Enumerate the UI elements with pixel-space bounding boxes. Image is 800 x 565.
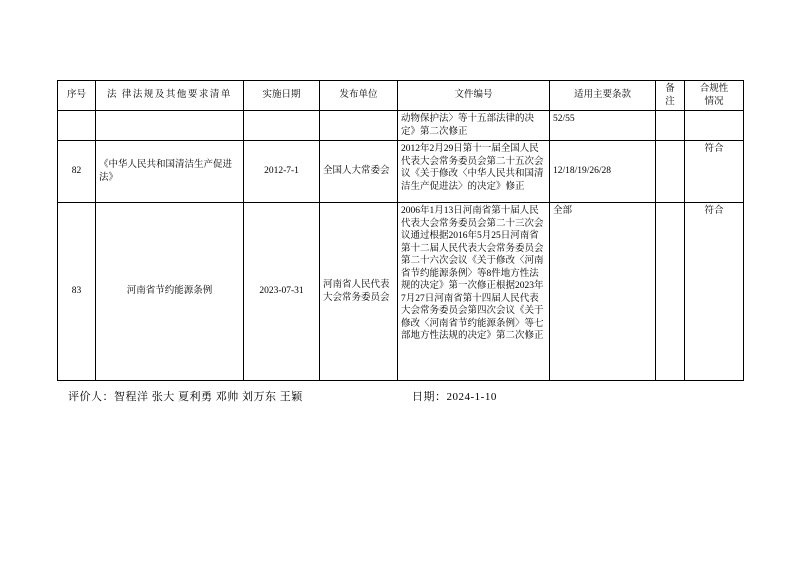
cell-compliance: 符合	[685, 141, 744, 203]
column-header-remark-line2: 注	[665, 96, 675, 107]
cell-name	[96, 111, 244, 141]
cell-unit: 全国人大常委会	[320, 141, 398, 203]
cell-compliance	[685, 111, 744, 141]
column-header-compliance-line2: 情况	[704, 96, 724, 107]
cell-remark	[656, 111, 685, 141]
column-header-date: 实施日期	[244, 81, 320, 111]
cell-clause: 全部	[550, 203, 656, 381]
cell-date: 2012-7-1	[244, 141, 320, 203]
cell-seq	[58, 111, 96, 141]
cell-docnumber: 2006年1月13日河南省第十届人民代表大会常务委员会第二十三次会议通过根据2016年5月25日河南省第十二届人民代表大会常务委员会第二十六次会议《关于修改〈河南省节约能源条例〉等8件地方性法规的决定》第一次修正根据2023年7月27日河南省第十四届人民代表大会常务委员会第四次会议《关于修改〈河南省节约能源条例〉等七部地方性法规的决定》第二次修正	[398, 203, 550, 381]
table-row	[58, 111, 744, 141]
column-header-seq: 序号	[58, 81, 96, 111]
cell-date	[244, 111, 320, 141]
cell-unit	[320, 111, 398, 141]
evaluator-label: 评价人：智程洋 张大 夏利勇 邓帅 刘万东 王颖	[68, 391, 303, 403]
cell-docnumber: 2012年2月29日第十一届全国人民代表大会常务委员会第二十五次会议《关于修改〈中华人民共和国清洁生产促进法〉的决定》修正	[398, 141, 550, 203]
column-header-unit: 发布单位	[320, 81, 398, 111]
column-header-compliance-line1: 合规性	[699, 84, 729, 94]
cell-date: 2023-07-31	[244, 203, 320, 381]
column-header-docnumber: 文件编号	[398, 81, 550, 111]
cell-clause: 52/55	[550, 111, 656, 141]
cell-seq: 83	[58, 203, 96, 381]
column-header-clause: 适用主要条款	[550, 81, 656, 111]
date-label: 日期：2024-1-10	[412, 391, 497, 403]
column-header-remark-line1: 备	[665, 84, 675, 94]
table-header-row	[58, 81, 744, 111]
cell-seq: 82	[58, 141, 96, 203]
column-header-name: 法 律法规及其他要求清单	[96, 81, 244, 111]
cell-name: 《中华人民共和国清洁生产促进法》	[96, 141, 244, 203]
cell-remark	[656, 141, 685, 203]
cell-clause: 12/18/19/26/28	[550, 141, 656, 203]
cell-name: 河南省节约能源条例	[96, 203, 244, 381]
footer	[57, 388, 743, 406]
regulations-table	[57, 80, 744, 381]
cell-unit: 河南省人民代表大会常务委员会	[320, 203, 398, 381]
column-header-compliance	[685, 81, 744, 111]
column-header-remark	[656, 81, 685, 111]
table-row	[58, 141, 744, 203]
cell-remark	[656, 203, 685, 381]
cell-compliance: 符合	[685, 203, 744, 381]
cell-docnumber: 动物保护法〉等十五部法律的决定》第二次修正	[398, 111, 550, 141]
table-row	[58, 203, 744, 381]
